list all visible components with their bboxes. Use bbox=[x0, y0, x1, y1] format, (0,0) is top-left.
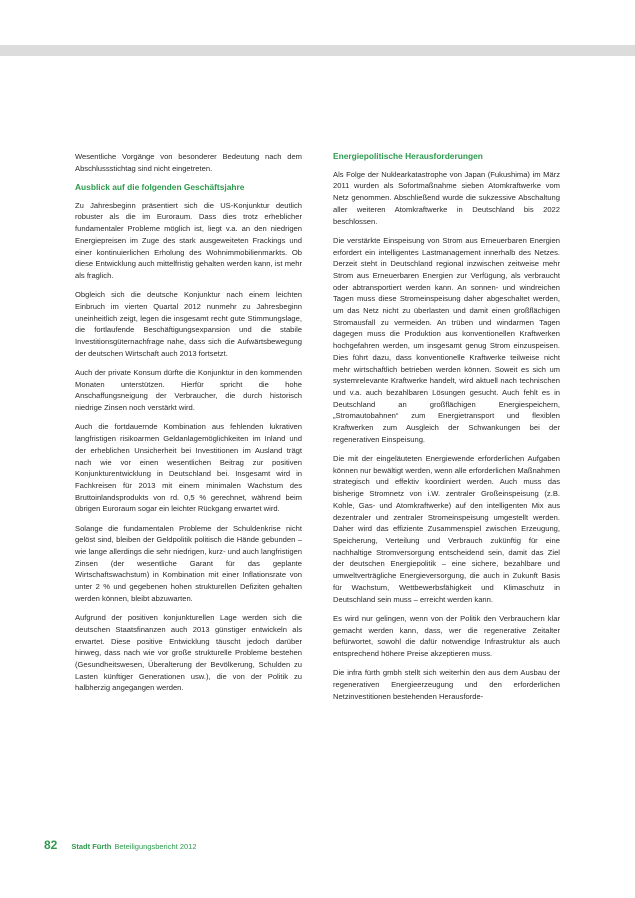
right-column bbox=[333, 151, 560, 710]
paragraph: Zu Jahresbeginn präsentiert sich die US-Konjunktur deutlich robuster als die im Euroraum. Dass dies trotz erheblicher fundamentaler Probleme möglich ist, liegt v.a. an den niedrigen Energiepreisen im Zuge des stark ausgeweiteten Frackings und einer kontinuierlichen Erholung des Wohnimmobilienmarkts. Ob diese Entwicklung auch mittelfristig gehalten werden kann, ist mehr als fraglich. bbox=[75, 200, 302, 280]
paragraph: Solange die fundamentalen Probleme der Schuldenkrise nicht gelöst sind, bleiben der Geldpolitik politisch die Hände gebunden – wie lange allerdings die sehr niedrigen, kurz- und auch langfristigen Zinsen (der wesentliche Garant für das geplante Wirtschaftswachstum) in Kombination mit einer Inflationsrate von unter 2 % und gegebenen hohen strukturellen Defiziten gehalten werden können, bleibt abzuwarten. bbox=[75, 523, 302, 603]
paragraph: Aufgrund der positiven konjunkturellen Lage werden sich die deutschen Staatsfinanzen auch 2013 günstiger entwickeln als erwartet. Diese positive Entwicklung täuscht jedoch darüber hinweg, dass nach wie vor große strukturelle Probleme bestehen (Gesundheitswesen, Überalterung der Bevölkerung, Schulden zu Lasten künftiger Generationen usw.), die von der Politik zu halbherzig angegangen werden. bbox=[75, 613, 302, 693]
footer-title: Beteiligungsbericht 2012 bbox=[114, 842, 197, 851]
paragraph: Die mit der eingeläuteten Energiewende erforderlichen Aufgaben können nur bewältigt werden, wenn alle erforderlichen Maßnahmen strategisch und effektiv koordiniert werden. Auch muss das bisherige Stromnetz von i.W. zentraler Großeinspeisung (z.B. Kohle, Gas- und Atomkraftwerke) auf den intelligenten Mix aus dezentraler und zentraler Stromeinspeisung umgestellt werden. Daher wird das effiziente Zusammenspiel zwischen Erzeugung, Speicherung, Verteilung und Verbrauch zukünftig für eine nachhaltige Stromversorgung entscheidend sein, damit das Ziel der deutschen Energiepolitik – eine sichere, bezahlbare und umweltverträgliche Energieversorgung, die auch in Zukunft Basis für Wachstum, Wettbewerbsfähigkeit und Klimaschutz in Deutschland sein muss – erreicht werden kann. bbox=[333, 454, 560, 604]
paragraph: Die infra fürth gmbh stellt sich weiterhin den aus dem Ausbau der regenerativen Energieerzeugung und den erforderlichen Netzinvestitionen bestehenden Herausforde- bbox=[333, 668, 560, 701]
footer-brand: Stadt Fürth bbox=[71, 842, 112, 851]
intro-paragraph: Wesentliche Vorgänge von besonderer Bedeutung nach dem Abschlussstichtag sind nicht eingetreten. bbox=[75, 152, 302, 173]
paragraph: Es wird nur gelingen, wenn von der Politik den Verbrauchern klar gemacht werden kann, dass, wer die regenerative Zeitalter befürwortet, sowohl die dafür notwendige Infrastruktur als auch entsprechend höhere Preise akzeptieren muss. bbox=[333, 613, 560, 658]
paragraph: Als Folge der Nuklearkatastrophe von Japan (Fukushima) im März 2011 wurden als Sofortmaßnahme sieben Atomkraftwerke vom Netz genommen. Abschließend wurde die sukzessive Abschaltung aller weiteren Atomkraftwerke in Deutschland bis 2022 beschlossen. bbox=[333, 169, 560, 226]
paragraph: Auch der private Konsum dürfte die Konjunktur in den kommenden Monaten unterstützen. Hierfür spricht die hohe Anschaffungsneigung der Verbraucher, die durch historisch niedrige Zinsen noch verstärkt wird. bbox=[75, 368, 302, 413]
left-column bbox=[75, 151, 302, 702]
paragraph: Auch die fortdauernde Kombination aus fehlenden lukrativen langfristigen risikoarmen Geldanlagemöglichkeiten im Inland und der erheblichen Unsicherheit bei Investitionen im Ausland trägt nach wie vor einen wesentlichen Beitrag zur positiven Konjunkturentwicklung in Deutschland bei. Insgesamt wird in Fachkreisen für 2013 mit einem minimalen Wachstum des Bruttoinlandsprodukts von rd. 0,5 % gerechnet, während beim übrigen Euroraum sogar ein leichter Rückgang erwartet wird. bbox=[75, 422, 302, 514]
page-number: 82 bbox=[44, 838, 58, 852]
header-bar bbox=[0, 45, 635, 56]
section-heading-outlook: Ausblick auf die folgenden Geschäftsjahre bbox=[75, 182, 245, 192]
paragraph: Die verstärkte Einspeisung von Strom aus Erneuerbaren Energien erfordert ein intelligentes Lastmanagement innerhalb des Netzes. Derzeit steht in Deutschland regional inzwischen zeitweise mehr Strom aus Erneuerbaren Energien zur Verfügung, als verbraucht oder abtransportiert werden kann. An sonnen- und windreichen Tagen muss diese Stromeinspeisung daher abgeschaltet werden, um das Netz nicht zu überlasten und damit einen großflächigen Stromausfall zu vermeiden. An trüben und windarmen Tagen dagegen muss die Produktion aus konventionellen Kraftwerken hochgefahren werden, um insgesamt genug Strom einzuspeisen. Dies führt dazu, dass konventionelle Kraftwerke teilweise nicht mehr wirtschaftlich betrieben werden können. Soweit es sich um systemrelevante Kraftwerke handelt, wird aktuell nach technischen und v.a. auch bezahlbaren Lösungen gesucht. Auch fehlt es in Deutschland an großflächigen Energiespeichern, „Stromautobahnen“ zum Energietransport und flexiblen Kraftwerken zum Ausgleich der Schwankungen bei der regenerativen Einspeisung. bbox=[333, 235, 560, 444]
page-footer bbox=[44, 838, 197, 852]
section-heading-energy: Energiepolitische Herausforderungen bbox=[333, 151, 483, 161]
paragraph: Obgleich sich die deutsche Konjunktur nach einem leichten Einbruch im vierten Quartal 2012 nunmehr zu Jahresbeginn uneinheitlich zeigt, legen die insgesamt recht gute Stimmungslage, die fortlaufende Beschäftigungsexpansion und die stabile Investitionsgüternachfrage nahe, dass sich die Aufwärtsbewegung der deutschen Wirtschaft auch 2013 fortsetzt. bbox=[75, 290, 302, 358]
